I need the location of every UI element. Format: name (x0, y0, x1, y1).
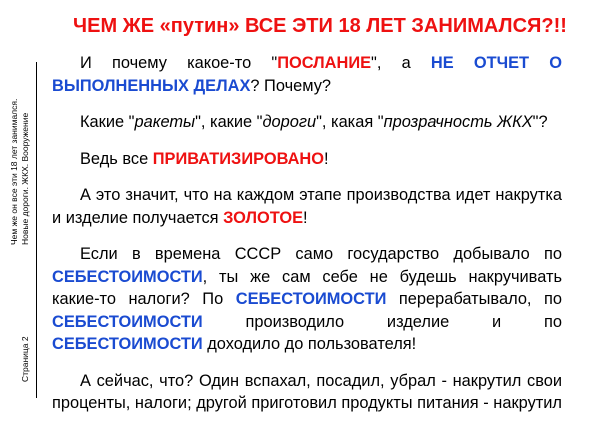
italic-run: прозрачность ЖКХ (383, 113, 533, 131)
text-run: И почему какое-то " (80, 54, 278, 72)
text-run: ", а (371, 54, 431, 72)
text-run: Какие " (80, 113, 135, 131)
highlight-red: ПРИВАТИЗИРОВАНО (152, 149, 325, 168)
highlight-blue: СЕБЕСТОИМОСТИ (52, 267, 203, 286)
highlight-blue: ВЫПОЛНЕННЫХ (52, 76, 189, 95)
paragraph-2 (52, 111, 562, 134)
document-body (52, 52, 562, 429)
text-run: перерабатывало, по (386, 290, 563, 308)
highlight-blue: СЕБЕСТОИМОСТИ (52, 312, 203, 331)
page-title: ЧЕМ ЖЕ «путин» ВСЕ ЭТИ 18 ЛЕТ ЗАНИМАЛСЯ?!! (73, 15, 567, 37)
page-number: Страница 2 (20, 335, 30, 382)
running-header-line-2: Новые дороги. ЖКХ. Вооружение (19, 112, 30, 245)
text-run: , ты же сам себе не будешь накручивать какие-то налоги? По (52, 267, 562, 308)
text-run: А это значит, что на каждом этапе производства идет накрутка и изделие получается (52, 186, 562, 227)
text-run: производило изделие и по (202, 312, 562, 331)
text-run: ? Почему? (250, 76, 332, 95)
paragraph-3 (52, 148, 562, 171)
italic-run: ракеты (134, 113, 196, 131)
text-run: ", какая " (316, 113, 384, 131)
text-run: ", какие " (195, 113, 263, 131)
text-run: ! (324, 149, 329, 168)
running-header (9, 99, 30, 245)
italic-run: дороги (262, 113, 317, 131)
highlight-blue: СЕБЕСТОИМОСТИ (235, 290, 387, 308)
text-run: А сейчас, что? Один вспахал, посадил, убрал - накрутил свои проценты, налоги; другой приготовил продукты питания - накрутил (52, 371, 562, 412)
text-run: ! (303, 208, 308, 227)
paragraph-4 (52, 184, 562, 229)
text-run: Ведь все (80, 149, 153, 168)
sidebar-divider (36, 62, 37, 398)
highlight-red: ПОСЛАНИЕ (277, 54, 372, 72)
highlight-blue: ДЕЛАХ (193, 76, 251, 95)
text-run: Если в времена СССР само государство добывало по (80, 245, 562, 263)
highlight-blue: НЕ ОТЧЕТ О (430, 54, 562, 72)
sidebar (0, 0, 40, 422)
text-run: "? (532, 113, 548, 131)
paragraph-5 (52, 243, 562, 356)
highlight-blue: СЕБЕСТОИМОСТИ (52, 335, 203, 353)
text-run: доходило до пользователя! (202, 335, 417, 353)
paragraph-6 (52, 370, 562, 415)
running-header-line-1: Чем же он все эти 18 лет занимался. (9, 98, 19, 245)
highlight-red: ЗОЛОТОЕ (223, 208, 304, 227)
paragraph-1 (52, 52, 562, 97)
